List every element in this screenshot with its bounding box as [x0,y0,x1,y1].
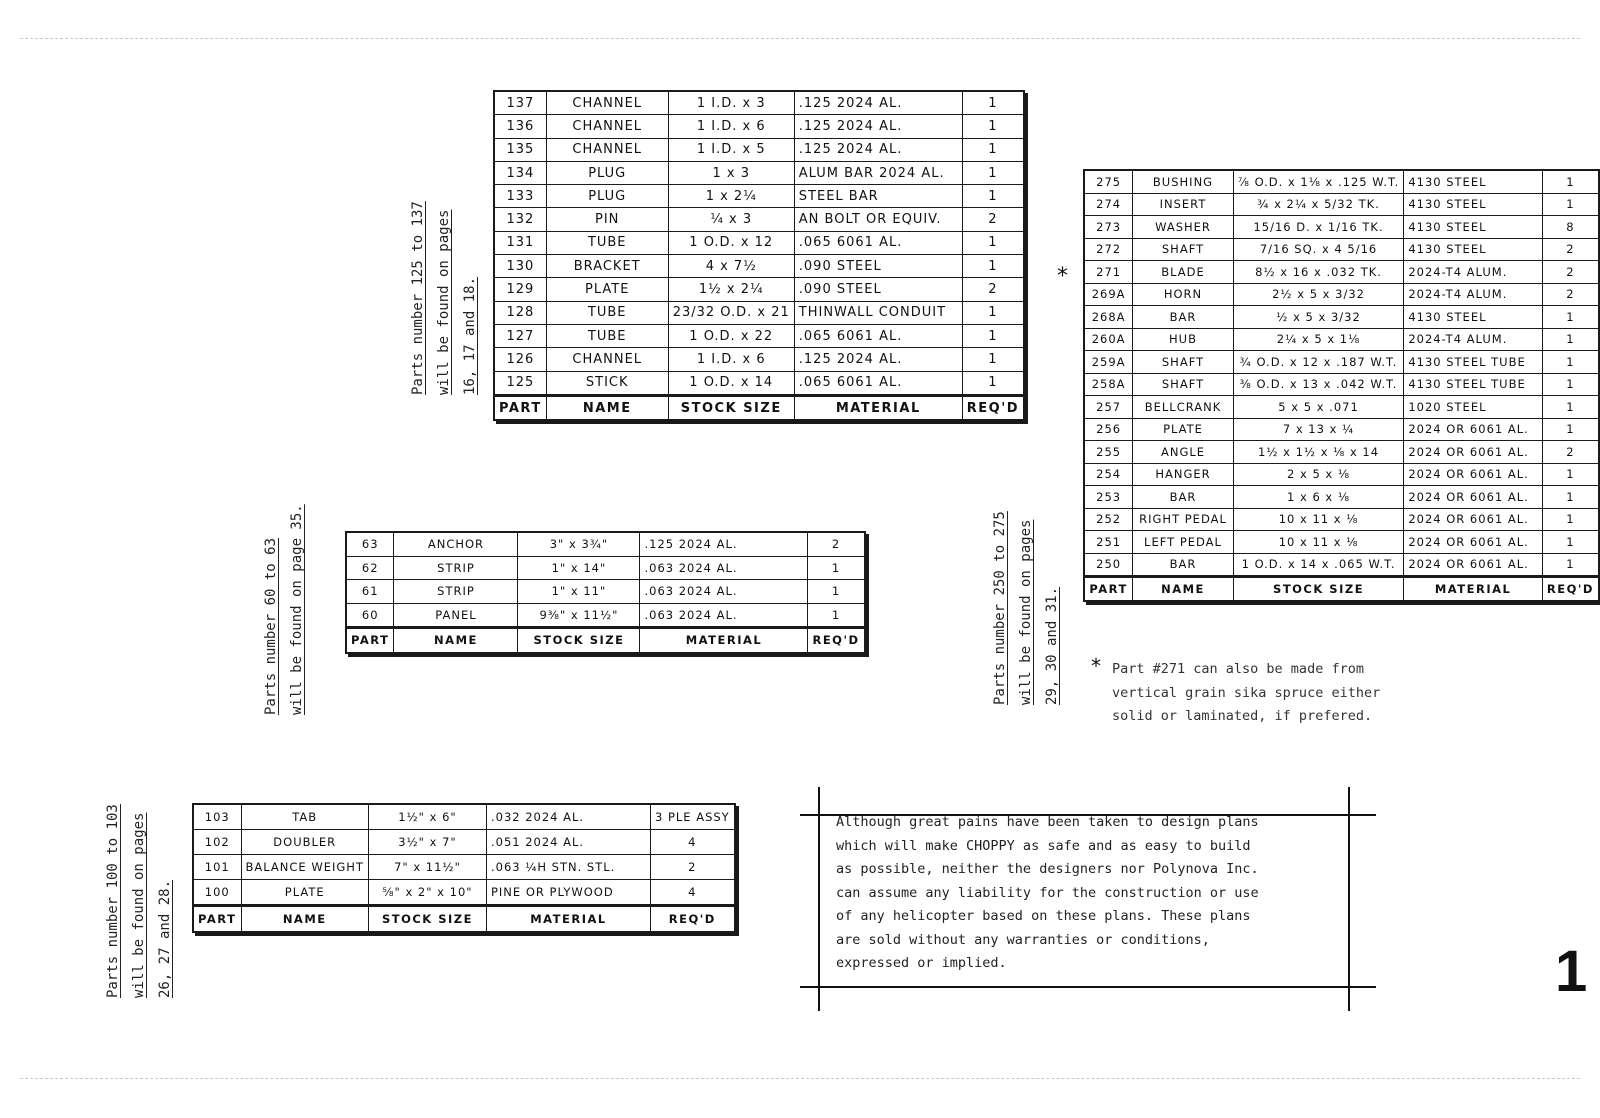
cell-name: STRIP [394,556,518,580]
cell-reqd: 1 [962,115,1024,138]
cell-part: 137 [494,91,546,115]
cell-stock: 3" x 3¾" [518,532,640,556]
note-line: 16, 17 and 18. [462,276,478,395]
cell-reqd: 2 [1542,261,1599,284]
asterisk-icon: * [1090,654,1103,678]
cell-reqd: 1 [808,580,865,604]
cell-material: AN BOLT OR EQUIV. [794,208,962,231]
footnote-line: vertical grain sika spruce either [1112,684,1381,701]
table-row [193,855,735,880]
header-stock: STOCK SIZE [1233,577,1404,601]
cell-material: .125 2024 AL. [794,138,962,161]
note-line: 29, 30 and 31. [1044,586,1060,705]
cell-part: 129 [494,278,546,301]
cell-name: RIGHT PEDAL [1133,508,1234,531]
cell-material: 2024 OR 6061 AL. [1404,508,1543,531]
cell-part: 136 [494,115,546,138]
cell-stock: 23/32 O.D. x 21 [668,301,794,324]
table-row [1084,170,1599,193]
disclaimer-box [818,787,1358,1009]
cell-material: .125 2024 AL. [794,115,962,138]
header-part: PART [494,395,546,420]
table-row [346,556,865,580]
cell-stock: ⅝" x 2" x 10" [368,880,486,906]
cell-name: ANGLE [1133,441,1234,464]
table-header-row [193,906,735,933]
table-row [1084,238,1599,261]
cell-part: 134 [494,161,546,184]
cell-name: BAR [1133,306,1234,329]
cell-material: 4130 STEEL [1404,306,1543,329]
table-row [1084,441,1599,464]
note-line: will be found on page 35. [289,504,305,715]
rule-bottom [800,986,1376,988]
cell-reqd: 1 [962,185,1024,208]
header-name: NAME [394,628,518,653]
table-row [494,324,1024,347]
cell-material: 4130 STEEL [1404,170,1543,193]
cell-part: 257 [1084,396,1133,419]
header-stock: STOCK SIZE [518,628,640,653]
note-line: Parts number 100 to 103 [105,804,121,998]
cell-name: BALANCE WEIGHT [241,855,368,880]
table-row [1084,553,1599,577]
cell-stock: 2 x 5 x ⅛ [1233,463,1404,486]
cell-name: BAR [1133,486,1234,509]
cell-part: 131 [494,231,546,254]
cell-part: 272 [1084,238,1133,261]
note-parts-60-63 [258,504,310,715]
cell-name: TUBE [546,324,668,347]
footnote-part-271 [1090,654,1381,729]
cell-material: 2024-T4 ALUM. [1404,261,1543,284]
table-header-row [346,628,865,653]
header-stock: STOCK SIZE [668,395,794,420]
table-row [494,161,1024,184]
cell-stock: 7" x 11½" [368,855,486,880]
cell-material: .063 ¼H STN. STL. [486,855,650,880]
cell-material: STEEL BAR [794,185,962,208]
disclaimer-text [836,811,1259,976]
cell-part: 101 [193,855,241,880]
cell-material: .051 2024 AL. [486,830,650,855]
cell-reqd: 1 [962,161,1024,184]
cell-reqd: 2 [962,278,1024,301]
cell-reqd: 4 [650,880,734,906]
header-reqd: REQ'D [650,906,734,933]
cell-reqd: 2 [808,532,865,556]
cell-stock: 1 I.D. x 5 [668,138,794,161]
cell-part: 103 [193,804,241,830]
cell-material: PINE OR PLYWOOD [486,880,650,906]
cell-name: PANEL [394,603,518,628]
cell-part: 127 [494,324,546,347]
cell-stock: 15/16 D. x 1/16 TK. [1233,216,1404,239]
parts-table-60-63 [345,531,866,654]
cell-stock: 1 O.D. x 14 [668,371,794,395]
table-row [1084,306,1599,329]
disclaimer-line: as possible, neither the designers nor Polynova Inc. [836,861,1259,877]
table-row [1084,531,1599,554]
footnote-line: solid or laminated, if prefered. [1112,708,1373,724]
table-row [346,603,865,628]
cell-reqd: 1 [1542,463,1599,486]
cell-reqd: 2 [1542,238,1599,261]
cell-name: BRACKET [546,255,668,278]
table-row [193,804,735,830]
cell-stock: 3½" x 7" [368,830,486,855]
cell-part: 130 [494,255,546,278]
table-row [1084,328,1599,351]
cell-name: BAR [1133,553,1234,577]
cell-stock: 1 O.D. x 12 [668,231,794,254]
cell-part: 63 [346,532,394,556]
cell-reqd: 1 [1542,170,1599,193]
rule-left [818,787,820,1011]
cell-stock: ¾ x 2¼ x 5/32 TK. [1233,193,1404,216]
cell-name: SHAFT [1133,238,1234,261]
cell-material: .090 STEEL [794,278,962,301]
cell-reqd: 1 [1542,486,1599,509]
cell-material: .065 6061 AL. [794,324,962,347]
note-line: Parts number 250 to 275 [992,511,1008,705]
cell-reqd: 1 [962,91,1024,115]
cell-material: 4130 STEEL TUBE [1404,351,1543,374]
cell-name: WASHER [1133,216,1234,239]
cell-reqd: 1 [1542,396,1599,419]
cell-part: 126 [494,348,546,371]
cell-material: .125 2024 AL. [794,91,962,115]
table-row [494,301,1024,324]
cell-name: CHANNEL [546,348,668,371]
cell-stock: 1 O.D. x 14 x .065 W.T. [1233,553,1404,577]
cell-material: 2024 OR 6061 AL. [1404,441,1543,464]
cell-material: 4130 STEEL [1404,216,1543,239]
cell-stock: 1 x 3 [668,161,794,184]
cell-name: TAB [241,804,368,830]
cell-name: SHAFT [1133,373,1234,396]
cell-material: .063 2024 AL. [640,556,808,580]
note-line: will be found on pages [131,812,147,998]
cell-stock: 1 x 2¼ [668,185,794,208]
header-material: MATERIAL [794,395,962,420]
cell-reqd: 1 [962,371,1024,395]
cell-material: 2024-T4 ALUM. [1404,283,1543,306]
table-row [494,91,1024,115]
cell-stock: 1 O.D. x 22 [668,324,794,347]
table-row [494,255,1024,278]
cell-name: TUBE [546,231,668,254]
note-parts-250-275 [987,511,1065,705]
cell-stock: 1½" x 6" [368,804,486,830]
cell-part: 260A [1084,328,1133,351]
cell-material: 4130 STEEL [1404,238,1543,261]
parts-table-100-103 [192,803,736,933]
cell-reqd: 2 [1542,283,1599,306]
cell-stock: 10 x 11 x ⅛ [1233,531,1404,554]
header-part: PART [193,906,241,933]
cell-material: 4130 STEEL [1404,193,1543,216]
cell-stock: 1 I.D. x 3 [668,91,794,115]
cell-part: 133 [494,185,546,208]
cell-reqd: 8 [1542,216,1599,239]
cell-name: STICK [546,371,668,395]
table-row [494,208,1024,231]
cell-part: 132 [494,208,546,231]
table-row [494,231,1024,254]
cell-reqd: 1 [808,556,865,580]
table-row [1084,508,1599,531]
cell-stock: 4 x 7½ [668,255,794,278]
cell-reqd: 2 [962,208,1024,231]
cell-stock: ½ x 5 x 3/32 [1233,306,1404,329]
cell-material: ALUM BAR 2024 AL. [794,161,962,184]
cell-part: 251 [1084,531,1133,554]
table-row [1084,396,1599,419]
asterisk-marker: * [1057,264,1068,289]
header-material: MATERIAL [486,906,650,933]
cell-material: .090 STEEL [794,255,962,278]
header-part: PART [1084,577,1133,601]
cell-reqd: 2 [650,855,734,880]
table-row [494,371,1024,395]
cell-stock: ⅞ O.D. x 1⅛ x .125 W.T. [1233,170,1404,193]
cell-material: .065 6061 AL. [794,231,962,254]
cell-part: 61 [346,580,394,604]
cell-part: 60 [346,603,394,628]
cell-name: PLATE [546,278,668,301]
cell-stock: ⅜ O.D. x 13 x .042 W.T. [1233,373,1404,396]
cell-material: .125 2024 AL. [794,348,962,371]
cell-reqd: 1 [1542,193,1599,216]
cell-name: SHAFT [1133,351,1234,374]
cell-part: 256 [1084,418,1133,441]
table-row [494,278,1024,301]
table-header-row [494,395,1024,420]
cell-reqd: 1 [1542,351,1599,374]
cell-name: STRIP [394,580,518,604]
cell-name: PLUG [546,185,668,208]
cell-name: CHANNEL [546,115,668,138]
cell-reqd: 3 PLE ASSY [650,804,734,830]
table-row [1084,261,1599,284]
cell-reqd: 1 [962,231,1024,254]
header-name: NAME [1133,577,1234,601]
parts-table-250-275 [1083,169,1600,602]
page-number: 1 [1555,939,1588,1004]
cell-material: .063 2024 AL. [640,603,808,628]
cell-stock: 1" x 11" [518,580,640,604]
cell-part: 268A [1084,306,1133,329]
cell-stock: ¼ x 3 [668,208,794,231]
cell-material: 2024 OR 6061 AL. [1404,463,1543,486]
cell-name: CHANNEL [546,91,668,115]
cell-material: .125 2024 AL. [640,532,808,556]
cell-name: TUBE [546,301,668,324]
cell-reqd: 1 [1542,373,1599,396]
cell-stock: 1" x 14" [518,556,640,580]
cell-name: HUB [1133,328,1234,351]
header-part: PART [346,628,394,653]
cell-stock: 1 I.D. x 6 [668,115,794,138]
cell-reqd: 1 [1542,328,1599,351]
cell-part: 102 [193,830,241,855]
cell-reqd: 1 [962,324,1024,347]
cell-material: .065 6061 AL. [794,371,962,395]
cell-stock: 2¼ x 5 x 1⅛ [1233,328,1404,351]
cell-reqd: 1 [962,301,1024,324]
disclaimer-line: of any helicopter based on these plans. These plans [836,908,1251,924]
cell-part: 135 [494,138,546,161]
cell-name: HORN [1133,283,1234,306]
cell-part: 254 [1084,463,1133,486]
table-row [1084,418,1599,441]
cell-part: 273 [1084,216,1133,239]
cell-material: 2024 OR 6061 AL. [1404,531,1543,554]
cell-name: PIN [546,208,668,231]
note-line: will be found on pages [436,209,452,395]
cell-stock: 10 x 11 x ⅛ [1233,508,1404,531]
note-line: will be found on pages [1018,519,1034,705]
scan-edge-bottom [20,1078,1580,1079]
note-line: Parts number 125 to 137 [410,201,426,395]
header-reqd: REQ'D [1542,577,1599,601]
header-material: MATERIAL [640,628,808,653]
table-row [193,880,735,906]
cell-stock: 1½ x 1½ x ⅛ x 14 [1233,441,1404,464]
cell-name: HANGER [1133,463,1234,486]
cell-stock: 5 x 5 x .071 [1233,396,1404,419]
header-material: MATERIAL [1404,577,1543,601]
disclaimer-line: can assume any liability for the construction or use [836,884,1259,901]
cell-name: ANCHOR [394,532,518,556]
cell-stock: 7/16 SQ. x 4 5/16 [1233,238,1404,261]
disclaimer-line: Although great pains have been taken to design plans [836,814,1259,830]
table-row [346,532,865,556]
table-row [1084,283,1599,306]
header-reqd: REQ'D [808,628,865,653]
cell-name: LEFT PEDAL [1133,531,1234,554]
note-line: Parts number 60 to 63 [263,537,279,715]
table-row [494,115,1024,138]
table-row [1084,351,1599,374]
cell-part: 259A [1084,351,1133,374]
cell-name: INSERT [1133,193,1234,216]
cell-reqd: 1 [962,348,1024,371]
disclaimer-line: expressed or implied. [836,955,1007,971]
cell-part: 252 [1084,508,1133,531]
cell-reqd: 1 [1542,531,1599,554]
table-row [1084,486,1599,509]
cell-part: 271 [1084,261,1133,284]
table-row [1084,216,1599,239]
cell-reqd: 1 [1542,418,1599,441]
cell-stock: 9⅜" x 11½" [518,603,640,628]
cell-material: 2024 OR 6061 AL. [1404,418,1543,441]
table-header-row [1084,577,1599,601]
note-parts-125-137 [405,201,483,395]
cell-stock: 8½ x 16 x .032 TK. [1233,261,1404,284]
cell-reqd: 1 [962,138,1024,161]
cell-material: THINWALL CONDUIT [794,301,962,324]
cell-part: 255 [1084,441,1133,464]
cell-material: .063 2024 AL. [640,580,808,604]
cell-part: 275 [1084,170,1133,193]
cell-reqd: 2 [1542,441,1599,464]
cell-material: 2024-T4 ALUM. [1404,328,1543,351]
cell-part: 269A [1084,283,1133,306]
cell-reqd: 1 [1542,508,1599,531]
cell-part: 125 [494,371,546,395]
cell-name: BELLCRANK [1133,396,1234,419]
note-line: 26, 27 and 28. [157,879,173,998]
footnote-line: Part #271 can also be made from [1112,661,1364,677]
table-row [494,185,1024,208]
parts-table-125-137 [493,90,1025,421]
cell-name: PLATE [241,880,368,906]
cell-part: 258A [1084,373,1133,396]
header-stock: STOCK SIZE [368,906,486,933]
cell-part: 250 [1084,553,1133,577]
cell-material: .032 2024 AL. [486,804,650,830]
cell-name: PLUG [546,161,668,184]
cell-part: 128 [494,301,546,324]
header-reqd: REQ'D [962,395,1024,420]
table-row [193,830,735,855]
note-parts-100-103 [100,804,178,998]
cell-stock: 1 x 6 x ⅛ [1233,486,1404,509]
cell-name: CHANNEL [546,138,668,161]
cell-name: DOUBLER [241,830,368,855]
cell-reqd: 4 [650,830,734,855]
scan-edge-top [20,38,1580,39]
cell-material: 2024 OR 6061 AL. [1404,553,1543,577]
table-row [1084,373,1599,396]
cell-name: BUSHING [1133,170,1234,193]
header-name: NAME [241,906,368,933]
table-row [494,138,1024,161]
cell-stock: 1 I.D. x 6 [668,348,794,371]
cell-part: 100 [193,880,241,906]
cell-reqd: 1 [1542,306,1599,329]
cell-stock: 1½ x 2¼ [668,278,794,301]
cell-stock: 2½ x 5 x 3/32 [1233,283,1404,306]
cell-part: 274 [1084,193,1133,216]
header-name: NAME [546,395,668,420]
table-row [346,580,865,604]
cell-name: BLADE [1133,261,1234,284]
cell-material: 2024 OR 6061 AL. [1404,486,1543,509]
cell-stock: ¾ O.D. x 12 x .187 W.T. [1233,351,1404,374]
disclaimer-line: which will make CHOPPY as safe and as easy to build [836,837,1251,854]
cell-reqd: 1 [962,255,1024,278]
table-row [1084,193,1599,216]
cell-material: 1020 STEEL [1404,396,1543,419]
cell-reqd: 1 [1542,553,1599,577]
cell-reqd: 1 [808,603,865,628]
disclaimer-line: are sold without any warranties or conditions, [836,931,1210,948]
table-row [494,348,1024,371]
table-row [1084,463,1599,486]
cell-material: 4130 STEEL TUBE [1404,373,1543,396]
cell-part: 253 [1084,486,1133,509]
cell-stock: 7 x 13 x ¼ [1233,418,1404,441]
cell-part: 62 [346,556,394,580]
rule-right [1348,787,1350,1011]
cell-name: PLATE [1133,418,1234,441]
